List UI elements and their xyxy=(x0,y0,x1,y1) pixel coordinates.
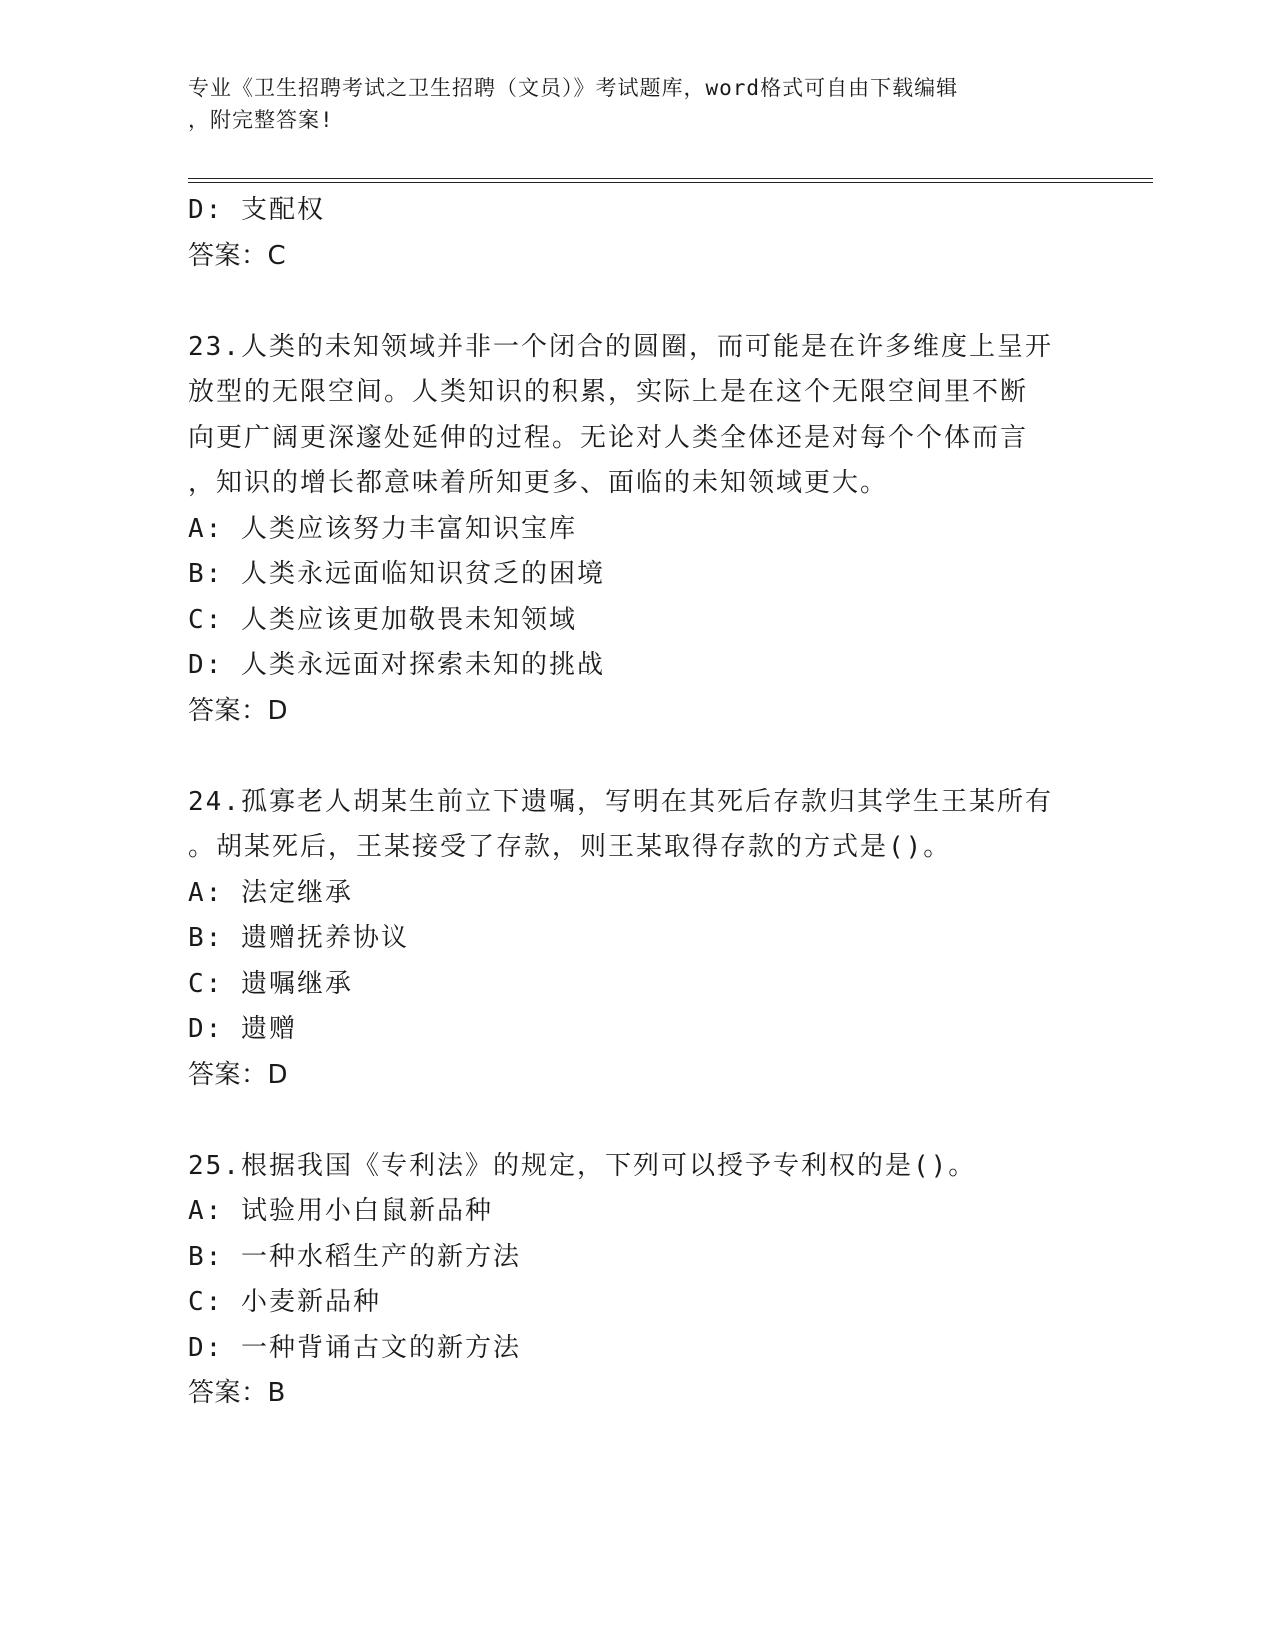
stem-line: 23.人类的未知领域并非一个闭合的圆圈，而可能是在许多维度上呈开 xyxy=(188,331,1053,362)
option-c: C: 小麦新品种 xyxy=(188,1287,381,1317)
option-b: B: 遗赠抚养协议 xyxy=(188,923,409,953)
option-d: D: 遗赠 xyxy=(188,1014,297,1044)
answer: 答案：D xyxy=(188,695,289,726)
question-24 xyxy=(188,780,1088,1099)
question-23 xyxy=(188,325,1088,735)
question-stem xyxy=(188,325,1088,507)
option-a: A: 法定继承 xyxy=(188,877,353,908)
stem-line: 。胡某死后，王某接受了存款，则王某取得存款的方式是()。 xyxy=(188,832,952,862)
header-line-1: 专业《卫生招聘考试之卫生招聘（文员）》考试题库，word格式可自由下载编辑 xyxy=(188,76,959,100)
option-b: B: 人类永远面临知识贫乏的困境 xyxy=(188,559,605,589)
spacer xyxy=(188,279,1088,325)
option-a: A: 试验用小白鼠新品种 xyxy=(188,1196,493,1226)
option-b: B: 一种水稻生产的新方法 xyxy=(188,1241,521,1272)
question-content xyxy=(188,188,1088,1417)
spacer xyxy=(188,1098,1088,1144)
document-header xyxy=(188,72,1068,136)
header-line-2: ，附完整答案! xyxy=(188,108,334,132)
answer: 答案：C xyxy=(188,240,287,271)
option-c: C: 人类应该更加敬畏未知领域 xyxy=(188,604,577,635)
option-d: D: 人类永远面对探索未知的挑战 xyxy=(188,650,605,680)
question-stem xyxy=(188,1144,1088,1190)
option-d: D: 支配权 xyxy=(188,195,325,225)
answer: 答案：B xyxy=(188,1378,286,1408)
stem-line: 放型的无限空间。人类知识的积累，实际上是在这个无限空间里不断 xyxy=(188,377,1029,407)
option-d: D: 一种背诵古文的新方法 xyxy=(188,1332,521,1363)
stem-line: 25.根据我国《专利法》的规定，下列可以授予专利权的是()。 xyxy=(188,1150,977,1181)
answer: 答案：D xyxy=(188,1059,289,1090)
option-a: A: 人类应该努力丰富知识宝库 xyxy=(188,513,577,544)
stem-line: 向更广阔更深邃处延伸的过程。无论对人类全体还是对每个个体而言 xyxy=(188,422,1029,453)
header-divider xyxy=(188,178,1153,183)
spacer xyxy=(188,734,1088,780)
stem-line: ，知识的增长都意味着所知更多、面临的未知领域更大。 xyxy=(188,468,889,498)
option-c: C: 遗嘱继承 xyxy=(188,968,353,999)
question-stem xyxy=(188,780,1088,871)
stem-line: 24.孤寡老人胡某生前立下遗嘱，写明在其死后存款归其学生王某所有 xyxy=(188,786,1053,817)
question-25 xyxy=(188,1144,1088,1417)
